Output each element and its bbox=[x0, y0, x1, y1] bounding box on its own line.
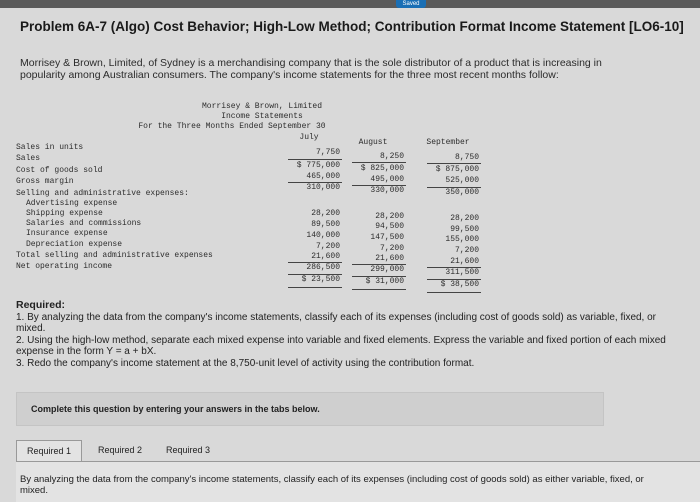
underline bbox=[288, 182, 342, 183]
underline bbox=[352, 276, 406, 277]
expense-value: 7,200 bbox=[454, 246, 479, 255]
tab-panel bbox=[16, 461, 700, 502]
expense-value: 28,200 bbox=[375, 212, 404, 221]
total-september: 311,500 bbox=[445, 268, 479, 277]
underline bbox=[427, 163, 481, 164]
cogs-july: 465,000 bbox=[306, 172, 340, 181]
required-heading: Required: bbox=[16, 299, 66, 311]
expense-value: 7,200 bbox=[379, 244, 404, 253]
sales-july: $ 775,000 bbox=[296, 161, 340, 170]
noi-august: $ 31,000 bbox=[365, 277, 404, 286]
expense-label: Salaries and commissions bbox=[26, 219, 142, 228]
gm-september: 350,000 bbox=[445, 188, 479, 197]
sales-august: $ 825,000 bbox=[360, 164, 404, 173]
double-underline bbox=[288, 287, 342, 288]
expense-value: 140,000 bbox=[306, 231, 340, 240]
expense-value: 21,600 bbox=[450, 257, 479, 266]
company-name: Morrisey & Brown, Limited bbox=[201, 102, 323, 111]
underline bbox=[427, 267, 481, 268]
underline bbox=[352, 162, 406, 163]
required-item: 3. Redo the company's income statement at the 8,750-unit level of activity using the contribution format. bbox=[16, 357, 475, 369]
cogs-label: Cost of goods sold bbox=[16, 166, 103, 175]
panel-instruction: By analyzing the data from the company's income statements, classify each of its expenses (including cost of goods sold) as either variable, fixed, or mixed. bbox=[20, 474, 644, 496]
total-sa-label: Total selling and administrative expenses bbox=[16, 251, 213, 260]
expense-value: 89,500 bbox=[311, 220, 340, 229]
total-july: 286,500 bbox=[306, 263, 340, 272]
col-header-september: September bbox=[426, 138, 470, 147]
units-label: Sales in units bbox=[16, 143, 84, 152]
cogs-august: 495,000 bbox=[370, 175, 404, 184]
expense-value: 155,000 bbox=[445, 235, 479, 244]
underline bbox=[288, 274, 342, 275]
underline bbox=[288, 262, 342, 263]
double-underline bbox=[427, 292, 481, 293]
expense-value: 7,200 bbox=[315, 242, 340, 251]
units-september: 8,750 bbox=[454, 153, 479, 162]
tab-required-2[interactable]: Required 2 bbox=[97, 445, 143, 455]
noi-september: $ 38,500 bbox=[440, 280, 479, 289]
statement-name: Income Statements bbox=[221, 112, 303, 121]
problem-title: Problem 6A-7 (Algo) Cost Behavior; High-Low Method; Contribution Format Income Statement [LO6-10] bbox=[20, 19, 684, 34]
top-bar bbox=[0, 0, 700, 8]
expense-value: 28,200 bbox=[450, 214, 479, 223]
income-statement bbox=[12, 102, 512, 297]
underline bbox=[352, 264, 406, 265]
required-item: 1. By analyzing the data from the company's income statements, classify each of its expenses (including cost of goods sold) as variable, fixed, or mixed. bbox=[16, 311, 657, 335]
total-august: 299,000 bbox=[370, 265, 404, 274]
gm-august: 330,000 bbox=[370, 186, 404, 195]
cogs-september: 525,000 bbox=[445, 176, 479, 185]
expense-label: Depreciation expense bbox=[26, 240, 123, 249]
tab-required-3[interactable]: Required 3 bbox=[165, 445, 211, 455]
units-july: 7,750 bbox=[315, 148, 340, 157]
underline bbox=[288, 159, 342, 160]
sales-label: Sales bbox=[16, 154, 41, 163]
double-underline bbox=[352, 289, 406, 290]
expense-label: Shipping expense bbox=[26, 209, 103, 218]
expense-value: 94,500 bbox=[375, 222, 404, 231]
underline bbox=[427, 187, 481, 188]
sales-september: $ 875,000 bbox=[435, 165, 479, 174]
tab-required-1[interactable]: Required 1 bbox=[16, 440, 82, 461]
requirements bbox=[16, 300, 686, 370]
instruction-text: Complete this question by entering your answers in the tabs below. bbox=[31, 404, 320, 414]
noi-label: Net operating income bbox=[16, 262, 113, 271]
col-header-august: August bbox=[358, 138, 388, 147]
saved-badge: Saved bbox=[396, 0, 426, 8]
noi-july: $ 23,500 bbox=[301, 275, 340, 284]
expense-value: 21,600 bbox=[311, 252, 340, 261]
expense-value: 99,500 bbox=[450, 225, 479, 234]
underline bbox=[427, 279, 481, 280]
gm-july: 310,000 bbox=[306, 183, 340, 192]
expense-value: 147,500 bbox=[370, 233, 404, 242]
expense-value: 21,600 bbox=[375, 254, 404, 263]
expense-label: Insurance expense bbox=[26, 229, 108, 238]
gross-margin-label: Gross margin bbox=[16, 177, 74, 186]
instruction-box bbox=[16, 392, 604, 426]
problem-intro: Morrisey & Brown, Limited, of Sydney is a merchandising company that is the sole distributor of a product that is increasing in popularity among Australian consumers. The company's income statements for the three most recent months follow: bbox=[20, 57, 602, 81]
units-august: 8,250 bbox=[379, 152, 404, 161]
underline bbox=[352, 185, 406, 186]
col-header-july: July bbox=[299, 133, 319, 142]
expense-label: Advertising expense bbox=[26, 199, 118, 208]
required-item: 2. Using the high-low method, separate each mixed expense into variable and fixed elements. Express the variable and fixed portion of each mixed expense in the form Y = a + bX. bbox=[16, 334, 666, 358]
expense-value: 28,200 bbox=[311, 209, 340, 218]
statement-period: For the Three Months Ended September 30 bbox=[138, 122, 326, 131]
sa-expenses-header: Selling and administrative expenses: bbox=[16, 189, 189, 198]
